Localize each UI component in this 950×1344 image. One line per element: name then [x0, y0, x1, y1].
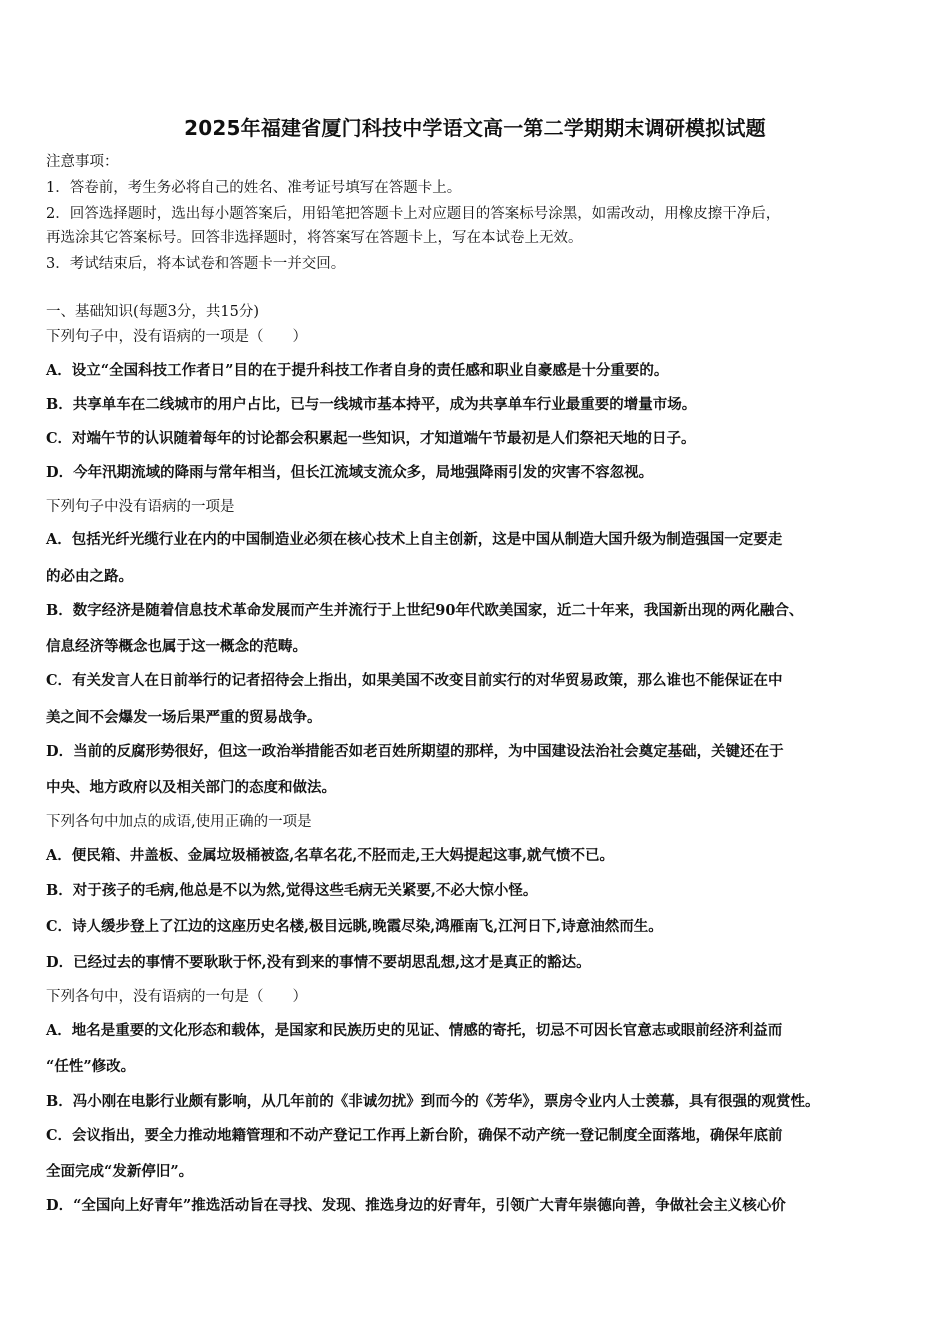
q4-option-a-line2: “任性”修改。 [46, 1058, 136, 1075]
q3-option-a: A．便民箱、井盖板、金属垃圾桶被盗,名草名花,不胫而走,王大妈提起这事,就气愤不已。 [46, 847, 614, 864]
q4-stem: 下列各句中，没有语病的一句是（ ） [46, 989, 307, 1005]
q4-option-c-line1: C．会议指出，要全力推动地籍管理和不动产登记工作再上新台阶，确保不动产统一登记制度全面落地，确保年底前 [46, 1127, 783, 1144]
notice-line-3: 再选涂其它答案标号。回答非选择题时，将答案写在答题卡上，写在本试卷上无效。 [46, 230, 583, 246]
q2-option-d-line1: D．当前的反腐形势很好，但这一政治举措能否如老百姓所期望的那样，为中国建设法治社会奠定基础，关键还在于 [46, 743, 784, 760]
q2-option-d-line2: 中央、地方政府以及相关部门的态度和做法。 [46, 779, 336, 796]
q1-option-b: B．共享单车在二线城市的用户占比，已与一线城市基本持平，成为共享单车行业最重要的增量市场。 [46, 396, 697, 413]
q2-option-b-line2: 信息经济等概念也属于这一概念的范畴。 [46, 638, 307, 655]
page-title: 2025年福建省厦门科技中学语文高一第二学期期末调研模拟试题 [184, 116, 766, 140]
q3-option-b: B．对于孩子的毛病,他总是不以为然,觉得这些毛病无关紧要,不必大惊小怪。 [46, 882, 538, 899]
q1-stem: 下列句子中，没有语病的一项是（ ） [46, 329, 307, 345]
section-heading: 一、基础知识(每题3分，共15分) [46, 304, 259, 320]
q2-stem: 下列句子中没有语病的一项是 [46, 499, 235, 515]
notice-line-1: 1．答卷前，考生务必将自己的姓名、准考证号填写在答题卡上。 [46, 180, 462, 196]
q4-option-b: B．冯小刚在电影行业颇有影响，从几年前的《非诚勿扰》到而今的《芳华》，票房令业内人士羡慕，具有很强的观赏性。 [46, 1093, 820, 1110]
q2-option-b-line1: B．数字经济是随着信息技术革命发展而产生并流行于上世纪90年代欧美国家，近二十年来，我国新出现的两化融合、 [46, 602, 804, 619]
q2-option-c-line1: C．有关发言人在日前举行的记者招待会上指出，如果美国不改变目前实行的对华贸易政策，那么谁也不能保证在中 [46, 672, 783, 689]
q1-option-c: C．对端午节的认识随着每年的讨论都会积累起一些知识，才知道端午节最初是人们祭祀天地的日子。 [46, 430, 696, 447]
q4-option-c-line2: 全面完成“发新停旧”。 [46, 1163, 194, 1180]
q3-option-c: C．诗人缓步登上了江边的这座历史名楼,极目远眺,晚霞尽染,鸿雁南飞,江河日下,诗意油然而生。 [46, 918, 663, 935]
notice-heading: 注意事项： [46, 154, 119, 170]
q3-stem: 下列各句中加点的成语,使用正确的一项是 [46, 814, 312, 830]
q3-option-d: D．已经过去的事情不要耿耿于怀,没有到来的事情不要胡思乱想,这才是真正的豁达。 [46, 954, 591, 971]
q1-option-a: A．设立“全国科技工作者日”目的在于提升科技工作者自身的责任感和职业自豪感是十分重要的。 [46, 362, 669, 379]
notice-line-2: 2．回答选择题时，选出每小题答案后，用铅笔把答题卡上对应题目的答案标号涂黑，如需改动，用橡皮擦干净后， [46, 206, 781, 222]
q4-option-d-line1: D．“全国向上好青年”推选活动旨在寻找、发现、推选身边的好青年，引领广大青年崇德向善，争做社会主义核心价 [46, 1197, 786, 1214]
q2-option-a-line2: 的必由之路。 [46, 568, 133, 585]
q4-option-a-line1: A．地名是重要的文化形态和载体，是国家和民族历史的见证、情感的寄托，切忌不可因长官意志或眼前经济利益而 [46, 1022, 783, 1039]
q2-option-c-line2: 美之间不会爆发一场后果严重的贸易战争。 [46, 709, 322, 726]
q2-option-a-line1: A．包括光纤光缆行业在内的中国制造业必须在核心技术上自主创新，这是中国从制造大国升级为制造强国一定要走 [46, 531, 783, 548]
notice-line-4: 3．考试结束后，将本试卷和答题卡一并交回。 [46, 256, 346, 272]
q1-option-d: D．今年汛期流域的降雨与常年相当，但长江流域支流众多，局地强降雨引发的灾害不容忽视。 [46, 464, 654, 481]
